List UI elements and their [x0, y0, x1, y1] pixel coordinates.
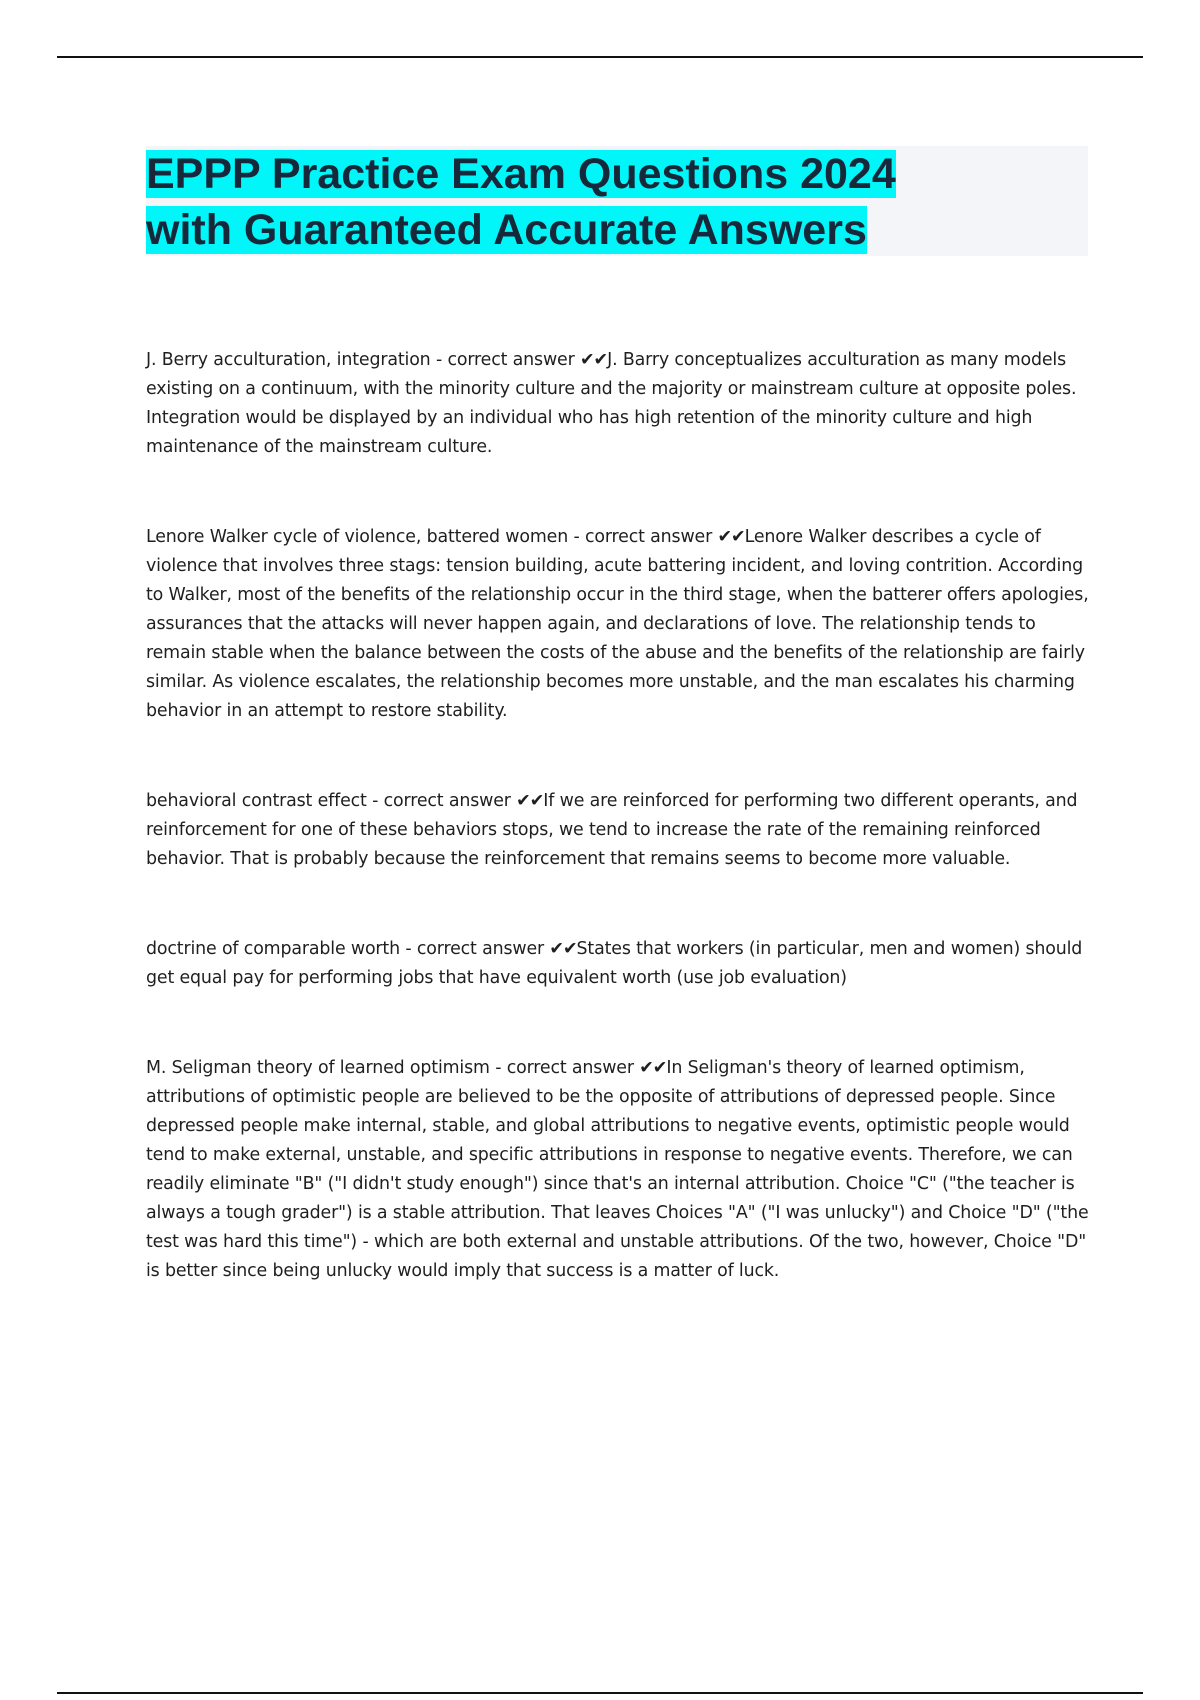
entry-answer: States that workers (in particular, men and women) should get equal pay for performing jobs that have equivalent worth (use job evaluation): [146, 939, 1083, 988]
entry: [146, 787, 1094, 874]
answer-separator: - correct answer: [489, 1058, 640, 1078]
entry-answer: In Seligman's theory of learned optimism, attributions of optimistic people are believed to be the opposite of attributions of depressed people. Since depressed people make internal, stable, and global attributions to negative events, optimistic people would tend to make external, unstable, and specific attributions in response to negative events. Therefore, we can readily eliminate "B" ("I didn't study enough") since that's an internal attribution. Choice "C" ("the teacher is always a tough grader") is a stable attribution. That leaves Choices "A" ("I was unlucky") and Choice "D" ("the test was hard this time") - which are both external and unstable attributions. Of the two, however, Choice "D" is better since being unlucky would imply that success is a matter of luck.: [146, 1058, 1089, 1281]
checkmark-icon: ✔✔: [639, 1058, 667, 1078]
answer-separator: - correct answer: [568, 527, 718, 547]
entry: [146, 346, 1094, 462]
checkmark-icon: ✔✔: [579, 350, 608, 370]
checkmark-icon: ✔✔: [549, 939, 577, 959]
top-rule: [57, 56, 1143, 58]
entry-term: Lenore Walker cycle of violence, battered women: [146, 527, 569, 547]
title-block: [146, 146, 1088, 256]
entry-term: M. Seligman theory of learned optimism: [146, 1058, 490, 1078]
entry-term: doctrine of comparable worth: [146, 939, 400, 959]
entry-term: behavioral contrast effect: [146, 791, 367, 811]
bottom-rule: [57, 1692, 1143, 1694]
answer-separator: - correct answer: [430, 350, 580, 370]
title-line-1: EPPP Practice Exam Questions 2024: [146, 150, 896, 198]
title-line-2: with Guaranteed Accurate Answers: [146, 206, 867, 254]
answer-separator: - correct answer: [399, 939, 550, 959]
entry-answer: If we are reinforced for performing two different operants, and reinforcement for one of these behaviors stops, we tend to increase the rate of the remaining reinforced behavior. That is probably because the reinforcement that remains seems to become more valuable.: [146, 791, 1078, 869]
checkmark-icon: ✔✔: [717, 527, 745, 547]
checkmark-icon: ✔✔: [516, 791, 544, 811]
entry-list: [146, 346, 1094, 1286]
entry: [146, 1054, 1094, 1286]
entry-term: J. Berry acculturation, integration: [146, 350, 431, 370]
entry-answer: Lenore Walker describes a cycle of violence that involves three stags: tension building, acute battering incident, and loving contrition. According to Walker, most of the benefits of the relationship occur in the third stage, when the batterer offers apologies, assurances that the attacks will never happen again, and declarations of love. The relationship tends to remain stable when the balance between the costs of the abuse and the benefits of the relationship are fairly similar. As violence escalates, the relationship becomes more unstable, and the man escalates his charming behavior in an attempt to restore stability.: [146, 527, 1089, 721]
entry-answer: J. Barry conceptualizes acculturation as many models existing on a continuum, with the minority culture and the majority or mainstream culture at opposite poles. Integration would be displayed by an individual who has high retention of the minority culture and high maintenance of the mainstream culture.: [146, 350, 1077, 457]
entry: [146, 523, 1094, 726]
document-title: [146, 146, 1088, 258]
entry: [146, 935, 1094, 993]
answer-separator: - correct answer: [366, 791, 517, 811]
